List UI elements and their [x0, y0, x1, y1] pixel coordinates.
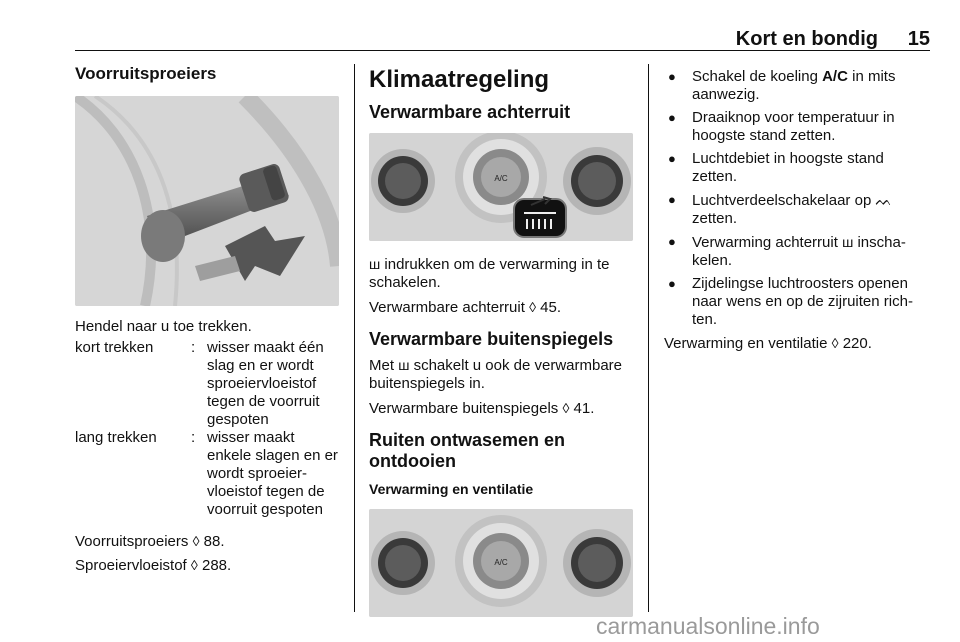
reference-text: Verwarmbare buitenspiegels: [369, 400, 559, 417]
definition-colon: :: [191, 339, 196, 356]
reference-page: 220.: [842, 335, 872, 352]
definition-term: kort trekken: [75, 339, 154, 356]
mirrors-text: [369, 356, 634, 393]
rear-window-text: [369, 255, 634, 292]
mirrors-text-end: schakelt u ook de verwarmbare buitenspiegels in.: [369, 357, 623, 392]
intro-text: Hendel naar u toe trekken.: [75, 318, 252, 335]
cross-reference[interactable]: [369, 399, 634, 418]
section-heading-washers: Voorruitsproeiers: [75, 64, 217, 83]
definition-list: [75, 339, 340, 519]
list-item: ● Luchtverdeelschakelaar op ᨓ zetten.: [664, 191, 932, 228]
rear-window-instruction: indrukken om de verwarming in te schakelen.: [369, 256, 610, 291]
cross-reference[interactable]: [369, 298, 634, 317]
definition-row: [75, 429, 340, 519]
reference-arrow-icon: ◊: [831, 335, 839, 351]
list-item: ● Luchtdebiet in hoogste stand zetten.: [664, 150, 932, 186]
climate-panel-figure-2: [369, 509, 633, 617]
page-number: 15: [907, 28, 930, 50]
ac-label: A/C: [494, 174, 508, 183]
climate-panel-illustration: [369, 509, 633, 617]
rear-defrost-icon: ш: [842, 234, 854, 250]
wiper-lever-illustration: [75, 96, 339, 306]
list-item: ● Draaiknop voor temperatuur in hoogste stand zetten.: [664, 109, 932, 145]
reference-arrow-icon: ◊: [190, 557, 198, 573]
ac-bold-label: A/C: [822, 68, 848, 85]
section-heading-climate: Klimaatregeling: [369, 66, 550, 93]
definition-colon: :: [191, 429, 196, 446]
cross-reference[interactable]: [75, 556, 340, 575]
ac-label: A/C: [494, 558, 508, 567]
cross-reference[interactable]: [664, 334, 932, 353]
reference-page: 45.: [540, 299, 562, 316]
list-item: ● Zijdelingse luchtroosters openen naar wens en op de zijruiten richten.: [664, 275, 932, 329]
wiper-lever-figure: [75, 96, 339, 306]
reference-page: 41.: [573, 400, 595, 417]
reference-text: Voorruitsproeiers: [75, 533, 189, 550]
column-divider-left: [354, 64, 355, 612]
definition-desc: wisser maakt één slag en er wordt sproeiervloeistof tegen de voorruit gespoten: [207, 339, 324, 428]
windscreen-defrost-icon: ᨓ: [875, 192, 893, 208]
subheading-heating: Verwarming en ventilatie: [369, 481, 534, 497]
page-header: [75, 22, 930, 50]
rear-defrost-icon: ш: [398, 357, 410, 373]
climate-panel-illustration: [369, 133, 633, 241]
column-climate: [369, 60, 634, 617]
reference-arrow-icon: ◊: [529, 299, 536, 315]
column-divider-right: [648, 64, 649, 612]
list-item: ● Verwarming achterruit ш inschakelen.: [664, 233, 932, 270]
reference-arrow-icon: ◊: [192, 533, 200, 549]
subheading-rear-window: Verwarmbare achterruit: [369, 102, 571, 122]
definition-desc: wisser maakt enkele slagen en er wordt sproeiervloeistof tegen de voorruit gespoten: [207, 429, 338, 518]
header-title: Kort en bondig: [735, 28, 878, 50]
rear-defrost-icon: ш: [369, 256, 381, 272]
reference-page: 288.: [202, 557, 232, 574]
header-rule: [75, 50, 930, 51]
column-wipers: [75, 60, 340, 575]
reference-text: Verwarmbare achterruit: [369, 299, 525, 316]
cross-reference[interactable]: [75, 532, 340, 551]
reference-text: Sproeiervloeistof: [75, 557, 187, 574]
subheading-defog: Ruiten ontwasemen en ontdooien: [369, 430, 566, 471]
definition-row: [75, 339, 340, 429]
watermark: carmanualsonline.info: [596, 613, 820, 639]
column-defog-steps: [664, 60, 932, 353]
reference-text: Verwarming en ventilatie: [664, 335, 828, 352]
list-item: ● Schakel de koeling A/C in mits aanwezig.: [664, 68, 932, 104]
defog-steps-list: [664, 68, 932, 329]
reference-arrow-icon: ◊: [562, 400, 570, 416]
definition-term: lang trekken: [75, 429, 157, 446]
reference-page: 88.: [203, 533, 225, 550]
climate-panel-figure-1: [369, 133, 633, 241]
subheading-mirrors: Verwarmbare buitenspiegels: [369, 329, 614, 349]
mirrors-text-start: Met: [369, 357, 399, 374]
